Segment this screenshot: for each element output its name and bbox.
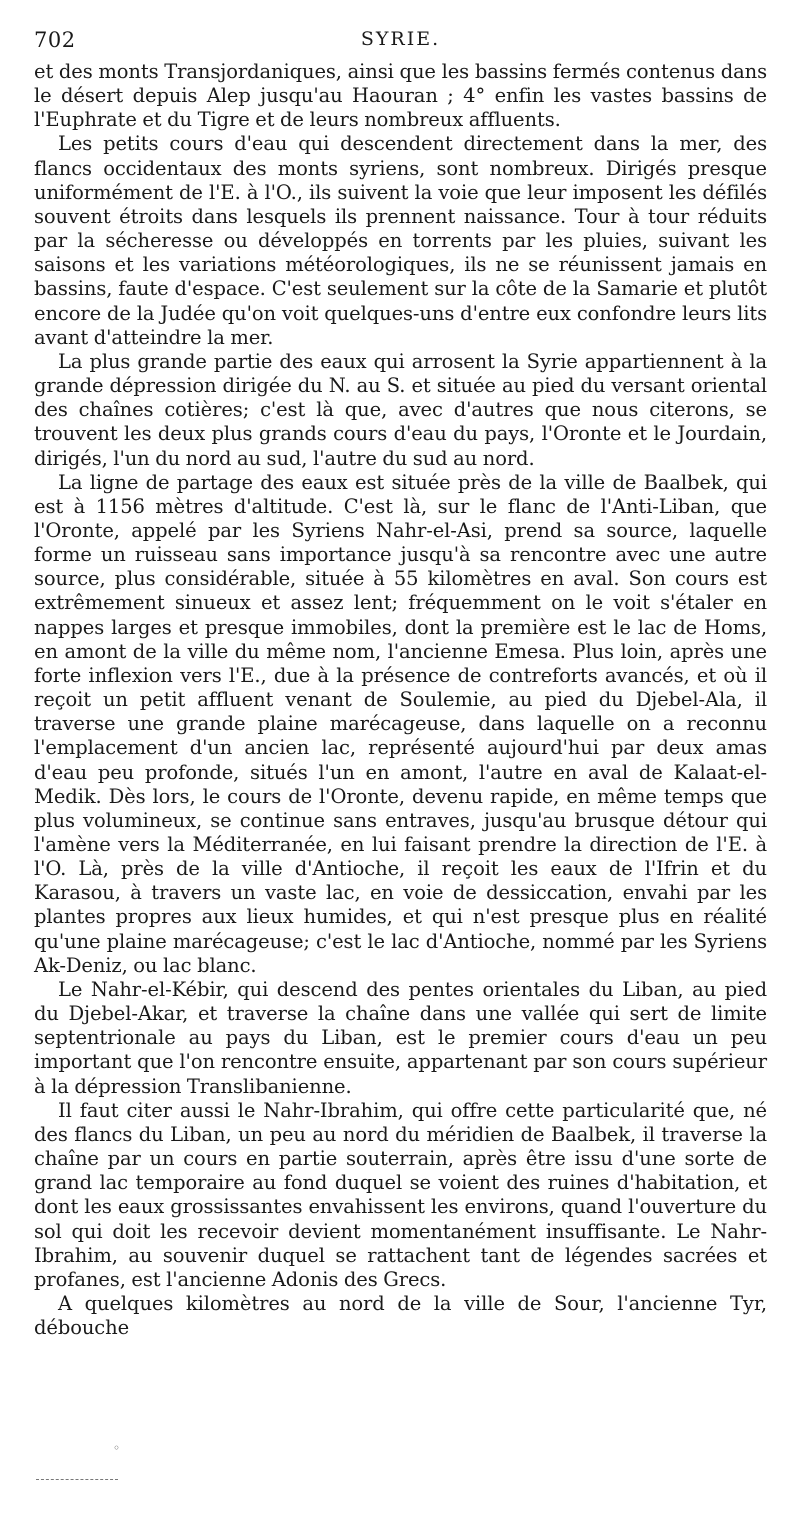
document-page bbox=[34, 28, 767, 1340]
paragraph-5: Le Nahr-el-Kébir, qui descend des pentes orientales du Liban, au pied du Djebel-Akar, et traverse la chaîne dans une vallée qui sert de limite septentrionale au pays du Liban, est le premier cours d'eau un peu important que l'on rencontre ensuite, appartenant par son cours supérieur à la dépression Translibanienne. bbox=[34, 977, 767, 1098]
page-header bbox=[34, 28, 767, 58]
paragraph-3: La plus grande partie des eaux qui arrosent la Syrie appartiennent à la grande dépression dirigée du N. au S. et située au pied du versant oriental des chaînes cotières; c'est là que, avec d'autres que nous citerons, se trouvent les deux plus grands cours d'eau du pays, l'Oronte et le Jourdain, dirigés, l'un du nord au sud, l'autre du sud au nord. bbox=[34, 349, 767, 470]
footer-rule bbox=[36, 1479, 118, 1480]
paragraph-4: La ligne de partage des eaux est située près de la ville de Baalbek, qui est à 1156 mètres d'altitude. C'est là, sur le flanc de l'Anti-Liban, que l'Oronte, appelé par les Syriens Nahr-el-Asi, prend sa source, laquelle forme un ruisseau sans importance jusqu'à sa rencontre avec une autre source, plus considérable, située à 55 kilomètres en aval. Son cours est extrêmement sinueux et assez lent; fréquemment on le voit s'étaler en nappes larges et presque immobiles, dont la première est le lac de Homs, en amont de la ville du même nom, l'ancienne Emesa. Plus loin, après une forte inflexion vers l'E., due à la présence de contreforts avancés, et où il reçoit un petit affluent venant de Soulemie, au pied du Djebel-Ala, il traverse une grande plaine marécageuse, dans laquelle on a reconnu l'emplacement d'un ancien lac, représenté aujourd'hui par deux amas d'eau peu profonde, situés l'un en amont, l'autre en aval de Kalaat-el-Medik. Dès lors, le cours de l'Oronte, devenu rapide, en même temps que plus volumineux, se continue sans entraves, jusqu'au brusque détour qui l'amène vers la Méditerranée, en lui faisant prendre la direction de l'E. à l'O. Là, près de la ville d'Antioche, il reçoit les eaux de l'Ifrin et du Karasou, à travers un vaste lac, en voie de dessiccation, envahi par les plantes propres aux lieux humides, et qui n'est presque plus en réalité qu'une plaine marécageuse; c'est le lac d'Antioche, nommé par les Syriens Ak-Deniz, ou lac blanc. bbox=[34, 470, 767, 977]
running-title: SYRIE. bbox=[360, 28, 441, 50]
paragraph-2: Les petits cours d'eau qui descendent directement dans la mer, des flancs occidentaux des monts syriens, sont nombreux. Dirigés presque uniformément de l'E. à l'O., ils suivent la voie que leur imposent les défilés souvent étroits dans lesquels ils prennent naissance. Tour à tour réduits par la sécheresse ou développés en torrents par les pluies, suivant les saisons et les variations météorologiques, ils ne se réunissent jamais en bassins, faute d'espace. C'est seulement sur la côte de la Samarie et plutôt encore de la Judée qu'on voit quelques-uns d'entre eux confondre leurs lits avant d'atteindre la mer. bbox=[34, 132, 767, 349]
paragraph-7: A quelques kilomètres au nord de la ville de Sour, l'ancienne Tyr, débouche bbox=[34, 1291, 767, 1340]
page-number: 702 bbox=[34, 28, 76, 52]
paragraph-1: et des monts Transjordaniques, ainsi que les bassins fermés contenus dans le désert depuis Alep jusqu'au Haouran ; 4° enfin les vastes bassins de l'Euphrate et du Tigre et de leurs nombreux affluents. bbox=[34, 60, 767, 132]
print-speck: ◦ bbox=[113, 1441, 121, 1455]
paragraph-6: Il faut citer aussi le Nahr-Ibrahim, qui offre cette particularité que, né des flancs du Liban, un peu au nord du méridien de Baalbek, il traverse la chaîne par un cours en partie souterrain, après être issu d'une sorte de grand lac temporaire au fond duquel se voient des ruines d'habitation, et dont les eaux grossissantes envahissent les environs, quand l'ouverture du sol qui doit les recevoir devient momentanément insuffisante. Le Nahr-Ibrahim, au souvenir duquel se rattachent tant de légendes sacrées et profanes, est l'ancienne Adonis des Grecs. bbox=[34, 1098, 767, 1291]
body-text bbox=[34, 60, 767, 1340]
